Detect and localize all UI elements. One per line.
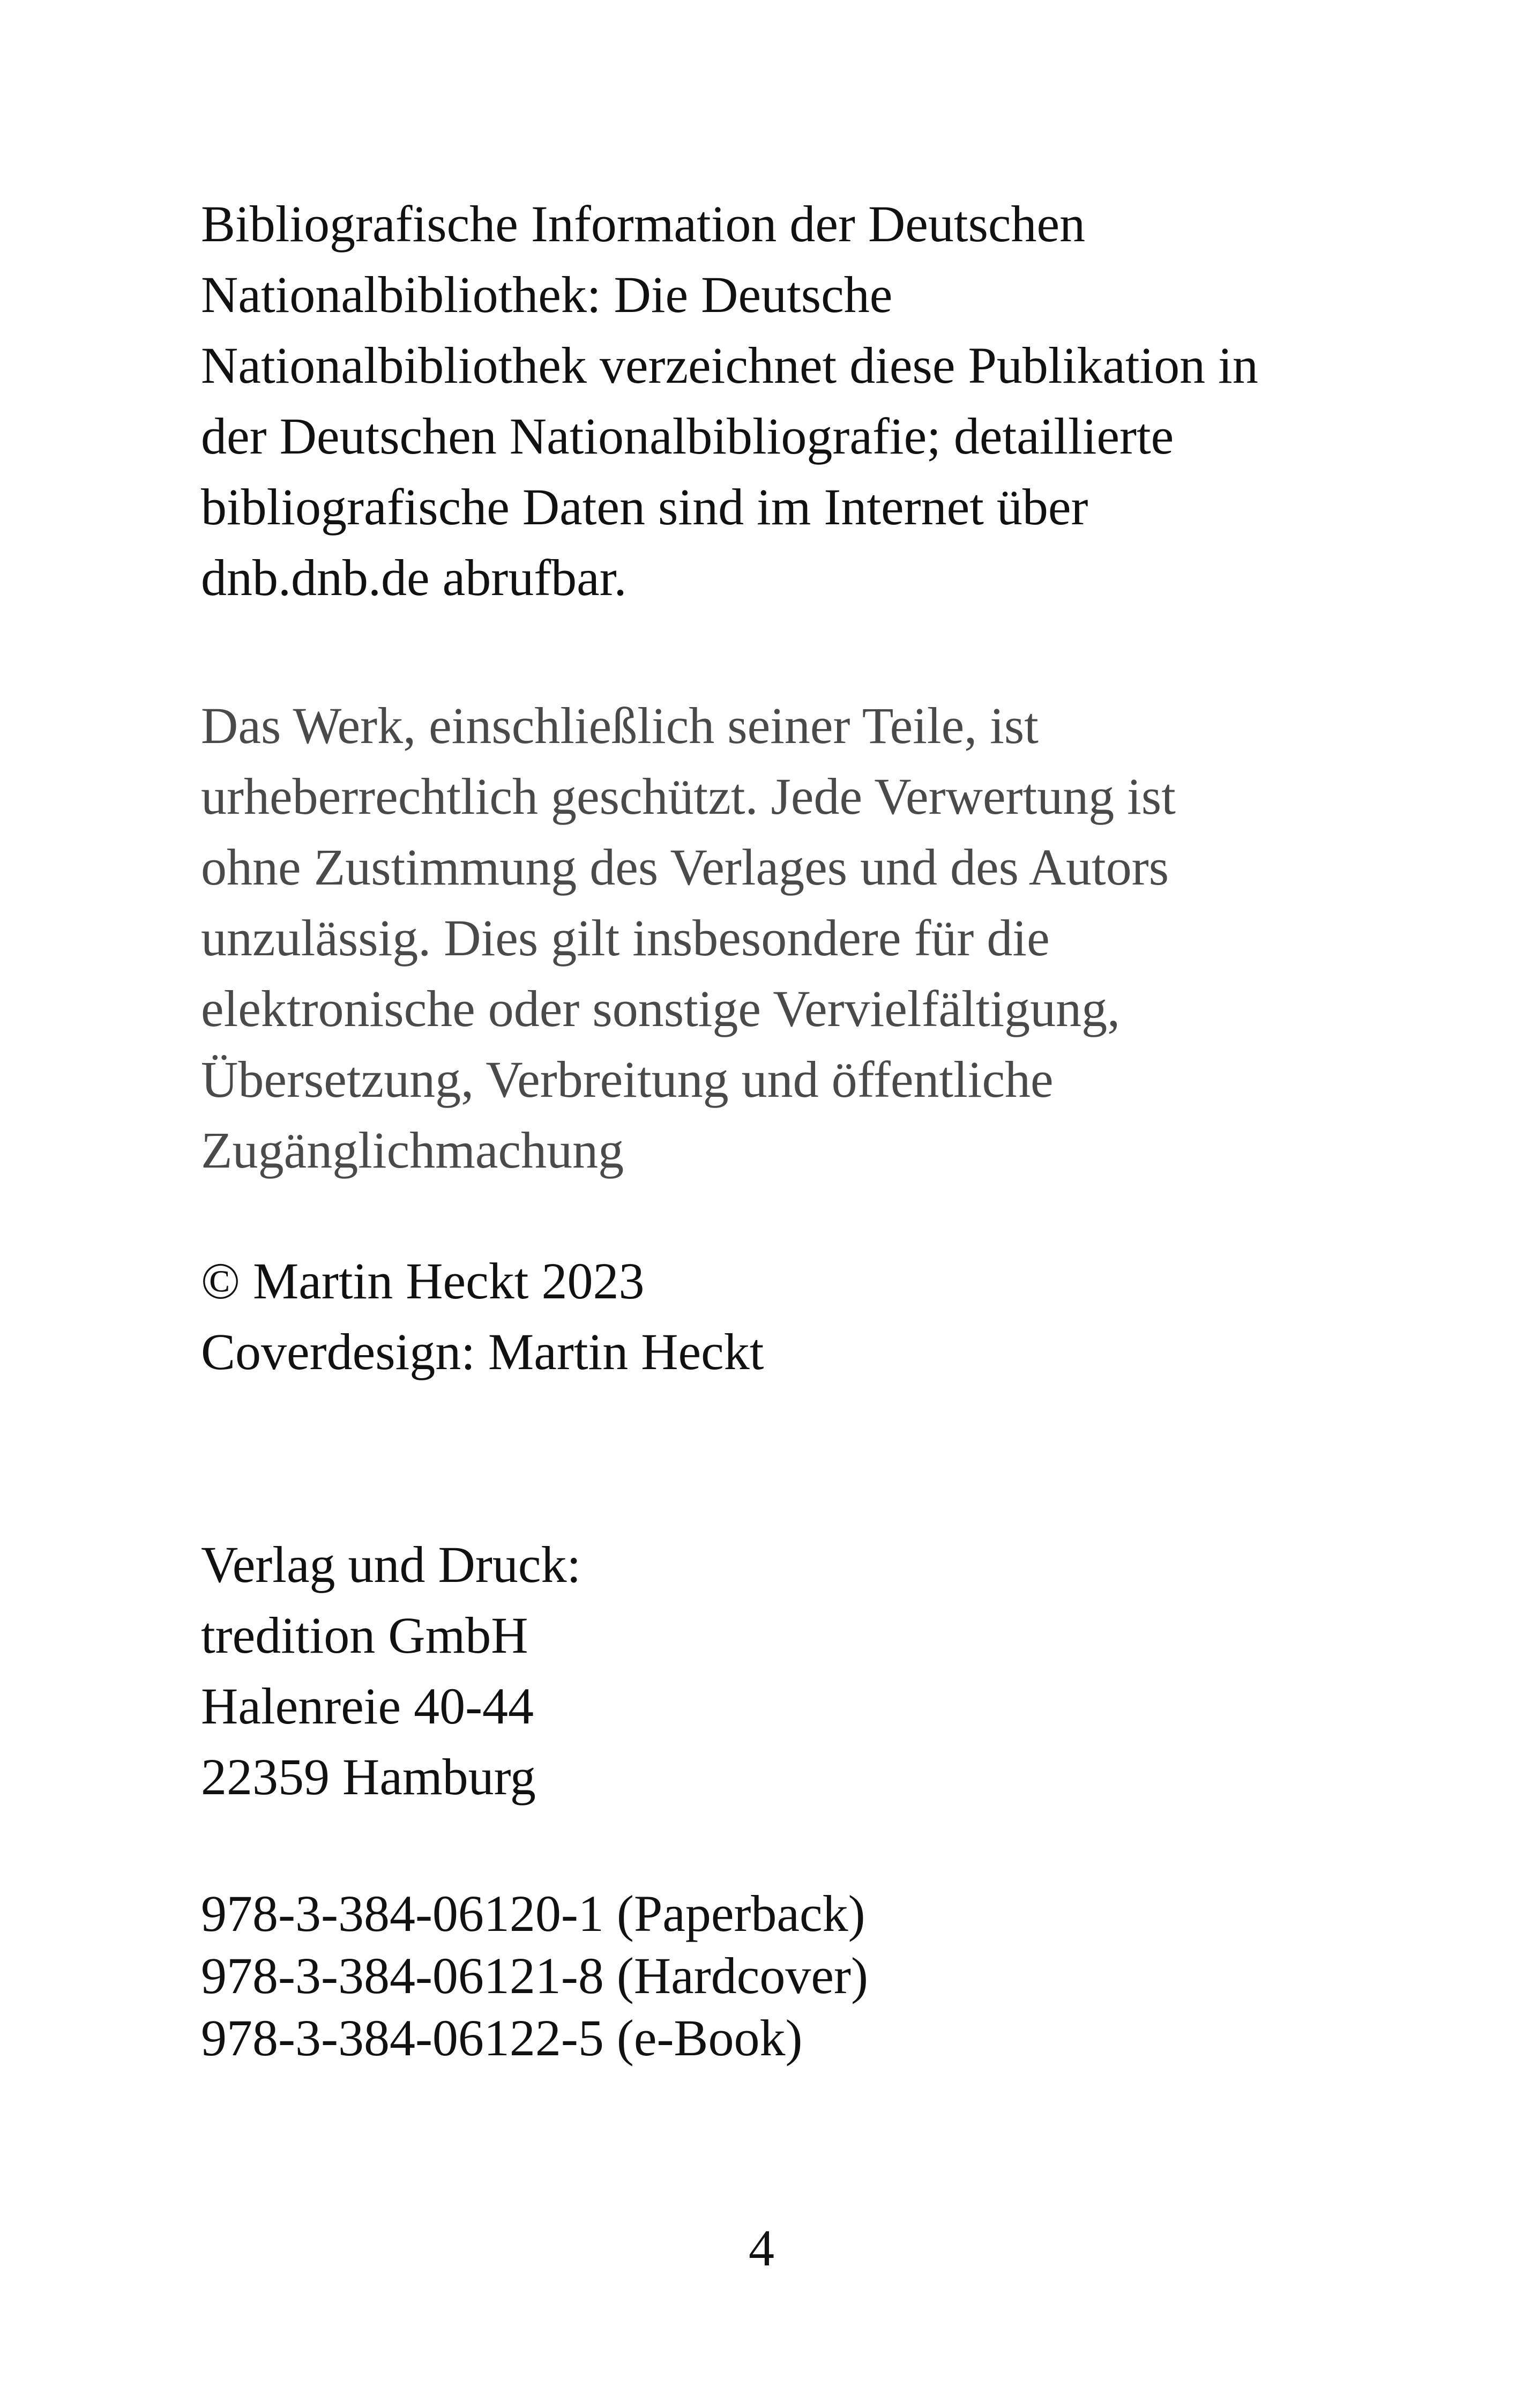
publisher-name: tredition GmbH xyxy=(201,1607,528,1664)
bibliographic-information xyxy=(201,189,1353,613)
isbn-entry xyxy=(201,1945,1353,2007)
bib-line: dnb.dnb.de abrufbar. xyxy=(201,549,627,606)
cover-design-line: Coverdesign: Martin Heckt xyxy=(201,1323,764,1380)
isbn-format: (Hardcover) xyxy=(616,1947,868,2004)
bib-line: bibliografische Daten sind im Internet über xyxy=(201,478,1088,536)
publisher-heading: Verlag und Druck: xyxy=(201,1536,581,1593)
publisher-street: Halenreie 40-44 xyxy=(201,1677,534,1735)
isbn-list xyxy=(201,1883,1353,2069)
page-number: 4 xyxy=(749,2219,774,2277)
notice-line: Zugänglichmachung xyxy=(201,1121,624,1179)
isbn-number: 978-3-384-06121-8 xyxy=(201,1947,604,2004)
isbn-format: (e-Book) xyxy=(616,2009,803,2067)
credits xyxy=(201,1246,1353,1387)
notice-line: urheberrechtlich geschützt. Jede Verwertung ist xyxy=(201,768,1176,825)
isbn-entry xyxy=(201,2007,1353,2069)
isbn-format: (Paperback) xyxy=(616,1885,865,1942)
bib-line: Bibliografische Information der Deutschen xyxy=(201,195,1086,252)
copyright-notice xyxy=(201,690,1353,1186)
isbn-number: 978-3-384-06122-5 xyxy=(201,2009,604,2067)
publisher-address xyxy=(201,1529,1353,1812)
notice-line: Übersetzung, Verbreitung und öffentliche xyxy=(201,1051,1054,1108)
notice-line: ohne Zustimmung des Verlages und des Autors xyxy=(201,838,1169,896)
notice-line: unzulässig. Dies gilt insbesondere für die xyxy=(201,909,1050,967)
copyright-line: © Martin Heckt 2023 xyxy=(201,1252,645,1310)
notice-line: Das Werk, einschließlich seiner Teile, ist xyxy=(201,697,1039,754)
publisher-city: 22359 Hamburg xyxy=(201,1748,536,1805)
notice-line: elektronische oder sonstige Vervielfältigung, xyxy=(201,980,1121,1037)
isbn-number: 978-3-384-06120-1 xyxy=(201,1885,604,1942)
isbn-entry xyxy=(201,1883,1353,1945)
bib-line: Nationalbibliothek verzeichnet diese Publikation in xyxy=(201,337,1258,394)
bib-line: der Deutschen Nationalbibliografie; detaillierte xyxy=(201,407,1174,465)
bib-line: Nationalbibliothek: Die Deutsche xyxy=(201,266,893,323)
